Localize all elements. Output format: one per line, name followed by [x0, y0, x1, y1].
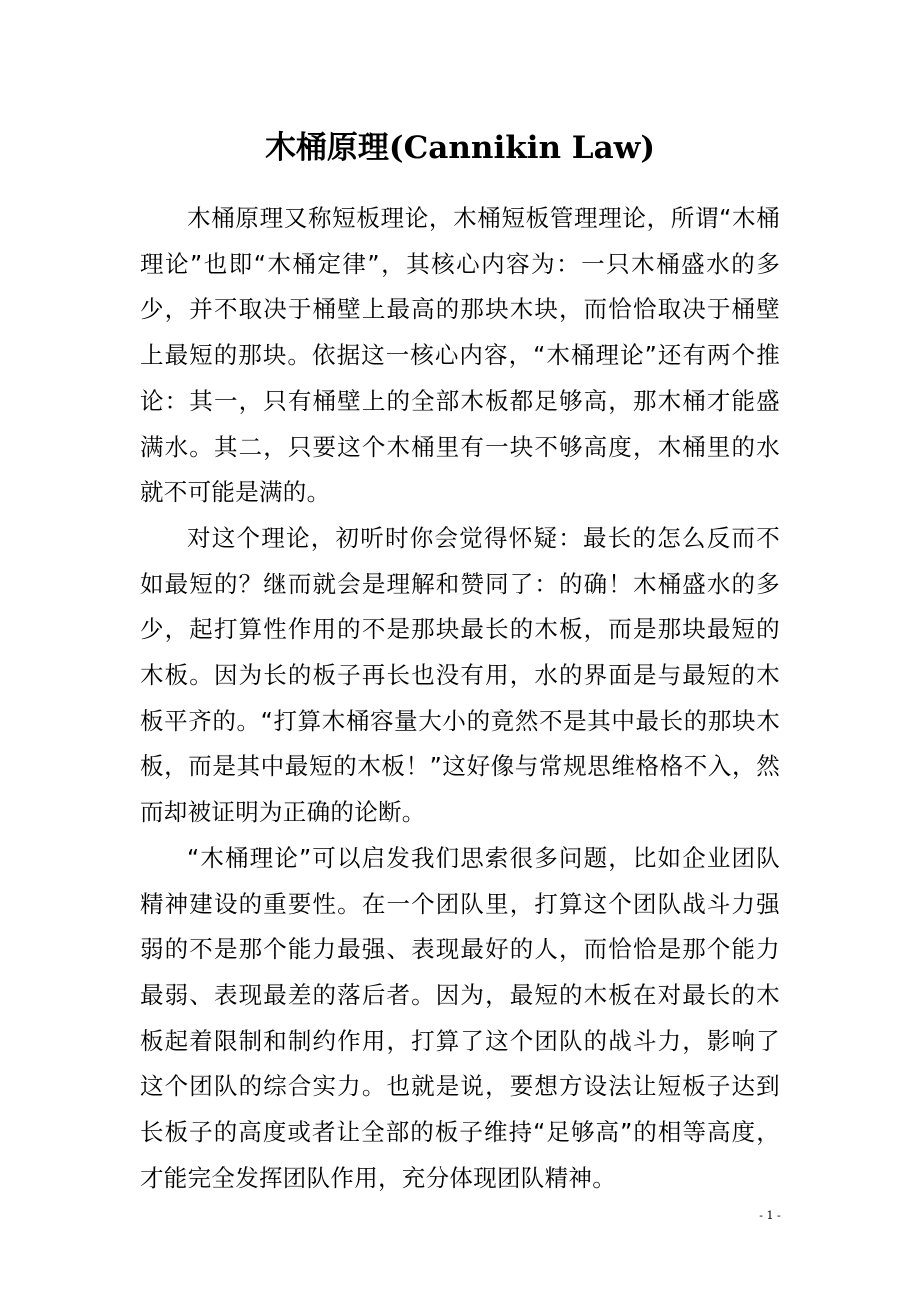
page-number: - 1 - [759, 1209, 781, 1222]
paragraph-definition: 木桶原理又称短板理论，木桶短板管理理论，所谓“木桶理论”也即“木桶定律”，其核心内容为：一只木桶盛水的多少，并不取决于桶壁上最高的那块木块，而恰恰取决于桶壁上最短的那块。依据这一核心内容，“木桶理论”还有两个推论：其一，只有桶壁上的全部木板都足够高，那木桶才能盛满水。其二，只要这个木桶里有一块不够高度，木桶里的水就不可能是满的。 [140, 204, 780, 507]
page-title: 木桶原理(Cannikin Law) [264, 130, 656, 166]
paragraph-explanation: 对这个理论，初听时你会觉得怀疑：最长的怎么反而不如最短的？继而就会是理解和赞同了：的确！木桶盛水的多少，起打算性作用的不是那块最长的木板，而是那块最短的木板。因为长的板子再长也没有用，水的界面是与最短的木板平齐的。“打算木桶容量大小的竟然不是其中最长的那块木板，而是其中最短的木板！”这好像与常规思维格格不入，然而却被证明为正确的论断。 [140, 523, 780, 827]
document-body [140, 196, 780, 1201]
paragraph-team-application: “木桶理论”可以启发我们思索很多问题，比如企业团队精神建设的重要性。在一个团队里，打算这个团队战斗力强弱的不是那个能力最强、表现最好的人，而恰恰是那个能力最弱、表现最差的落后者。因为，最短的木板在对最长的木板起着限制和制约作用，打算了这个团队的战斗力，影响了这个团队的综合实力。也就是说，要想方设法让短板子达到长板子的高度或者让全部的板子维持“足够高”的相等高度，才能完全发挥团队作用，充分体现团队精神。 [140, 843, 780, 1192]
